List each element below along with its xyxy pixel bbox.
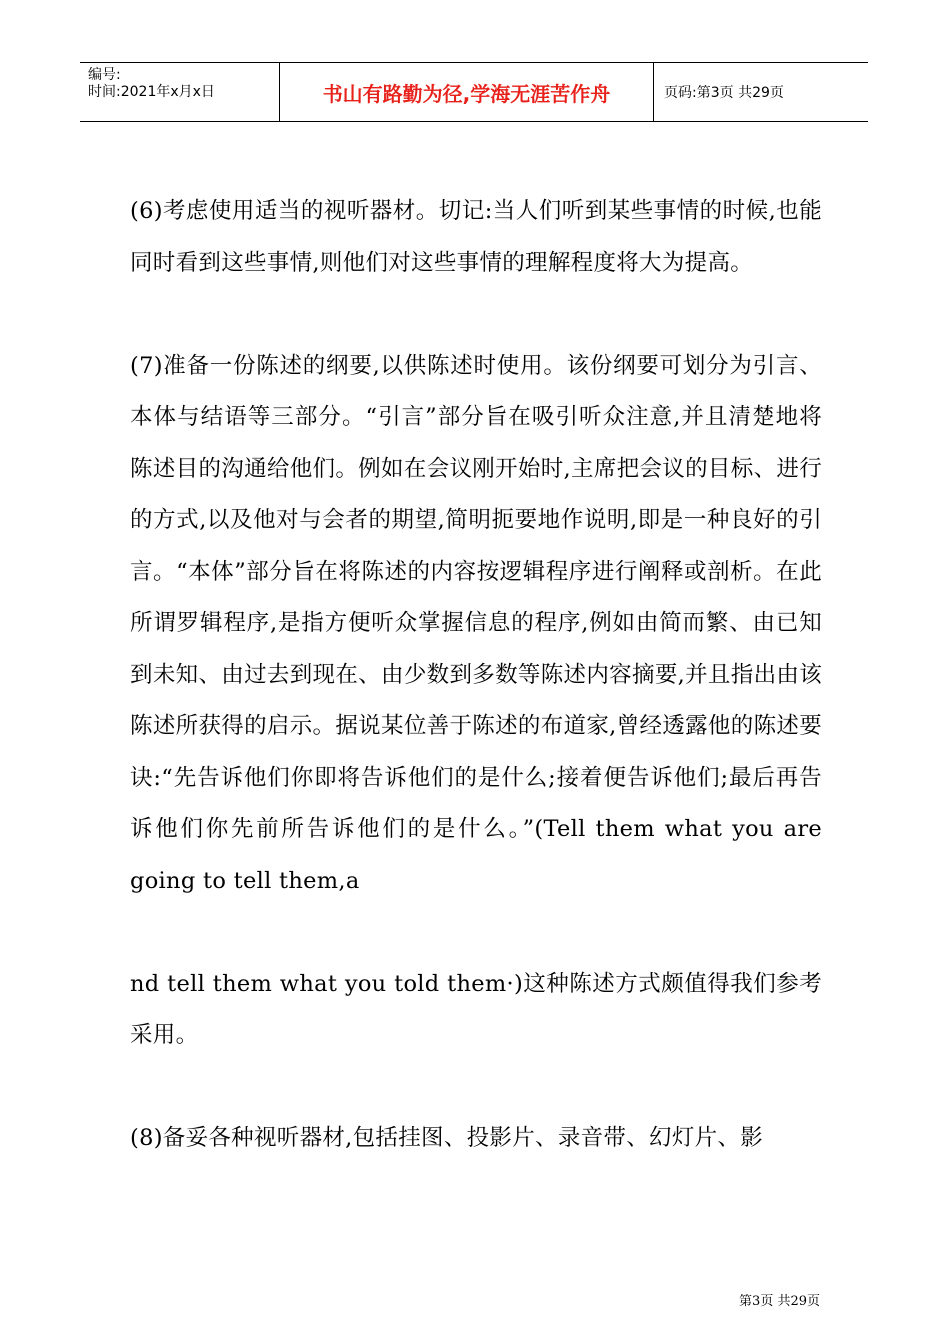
paragraph-spacer xyxy=(130,1062,822,1114)
page-header xyxy=(80,62,868,122)
paragraph-8: (8)备妥各种视听器材,包括挂图、投影片、录音带、幻灯片、影 xyxy=(130,1125,764,1151)
document-body xyxy=(130,186,822,1165)
paragraph-6: (6)考虑使用适当的视听器材。切记:当人们听到某些事情的时候,也能同时看到这些事情,则他们对这些事情的理解程度将大为提高。 xyxy=(130,198,822,276)
serial-label: 编号: xyxy=(88,67,121,83)
header-page-info: 页码:第3页 共29页 xyxy=(664,85,784,101)
time-label: 时间:2021年x月x日 xyxy=(88,84,215,100)
paragraph-7: (7)准备一份陈述的纲要,以供陈述时使用。该份纲要可划分为引言、本体与结语等三部分。“引言”部分旨在吸引听众注意,并且清楚地将陈述目的沟通给他们。例如在会议刚开始时,主席把会议的目标、进行的方式,以及他对与会者的期望,简明扼要地作说明,即是一种良好的引言。“本体”部分旨在将陈述的内容按逻辑程序进行阐释或剖析。在此所谓罗辑程序,是指方便听众掌握信息的程序,例如由简而繁、由已知到未知、由过去到现在、由少数到多数等陈述内容摘要,并且指出由该陈述所获得的启示。据说某位善于陈述的布道家,曾经透露他的陈述要诀:“先告诉他们你即将告诉他们的是什么;接着便告诉他们;最后再告诉他们你先前所告诉他们的是什么。”(Tell them what you are going to tell them,a xyxy=(130,352,822,894)
paragraph-7-continued: nd tell them what you told them·)这种陈述方式颇值得我们参考采用。 xyxy=(130,970,822,1048)
header-meta xyxy=(80,63,280,121)
header-motto: 书山有路勤为径,学海无涯苦作舟 xyxy=(280,63,654,121)
page-footer: 第3页 共29页 xyxy=(739,1294,820,1309)
paragraph-spacer xyxy=(130,289,822,341)
paragraph-spacer xyxy=(130,907,822,959)
